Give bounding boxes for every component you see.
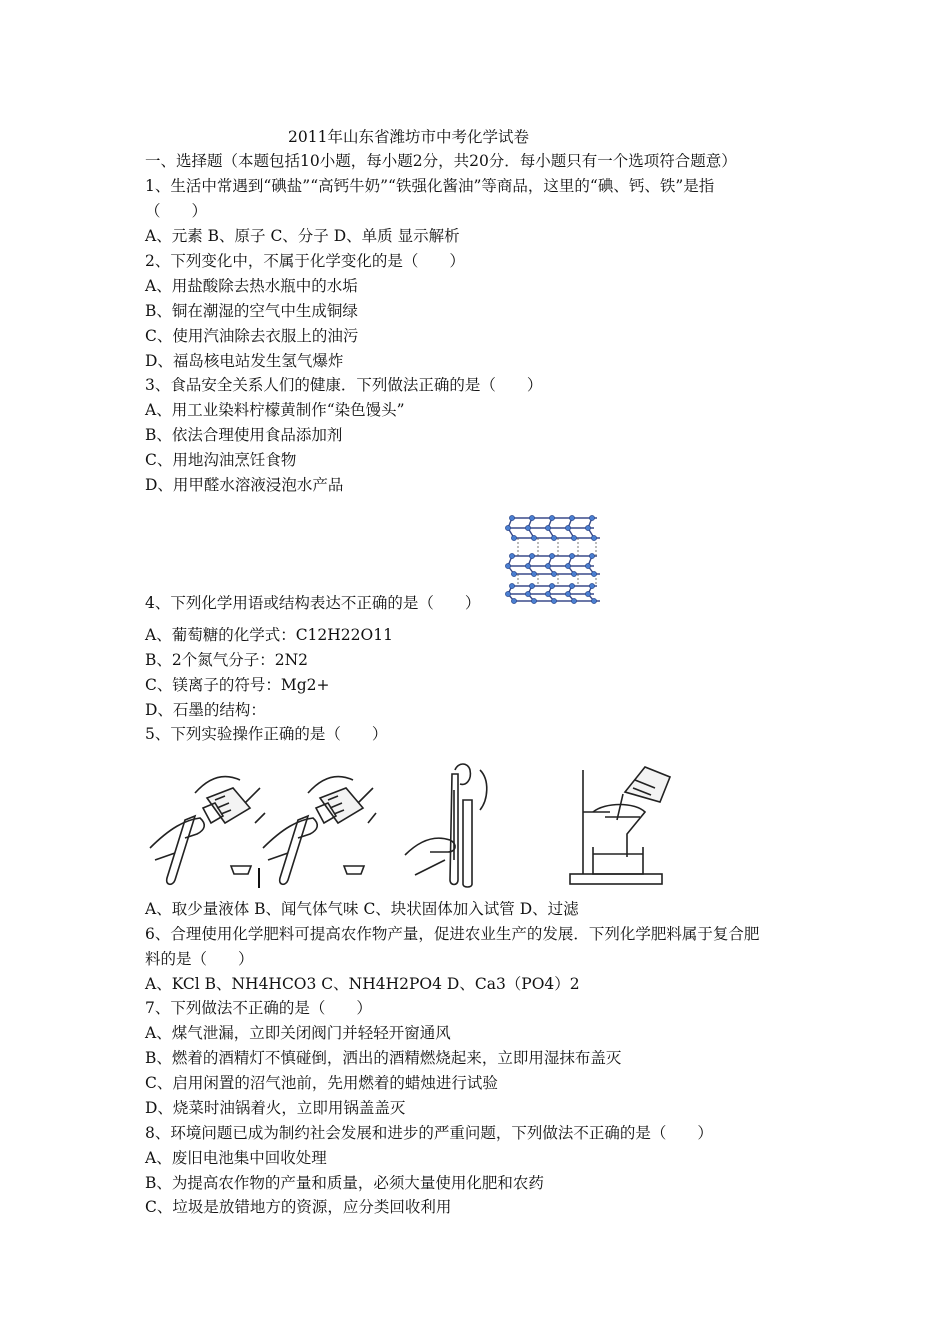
question-6: 6、合理使用化学肥料可提高农作物产量，促进农业生产的发展．下列化学肥料属于复合肥 [145,925,760,943]
question-7-option-c: C、启用闲置的沼气池前，先用燃着的蜡烛进行试验 [145,1074,498,1092]
question-7-option-a: A、煤气泄漏，立即关闭阀门并轻轻开窗通风 [145,1024,451,1042]
question-1-options: A、元素 B、原子 C、分子 D、单质 显示解析 [145,227,460,245]
experiment-figure-a-liquid [145,768,270,890]
question-1: 1、生活中常遇到“碘盐”“高钙牛奶”“铁强化酱油”等商品，这里的“碘、钙、铁”是指 [145,177,715,195]
question-3-option-a: A、用工业染料柠檬黄制作“染色馒头” [145,401,405,419]
experiment-figure-c-solid [400,760,505,888]
question-4-option-b: B、2个氮气分子：2N2 [145,651,309,669]
question-1-blank: （ ） [145,202,208,220]
question-2-option-a: A、用盐酸除去热水瓶中的水垢 [145,277,358,295]
question-8-option-c: C、垃圾是放错地方的资源，应分类回收利用 [145,1198,452,1216]
question-4-option-d: D、石墨的结构： [145,701,266,719]
question-5: 5、下列实验操作正确的是（ ） [145,725,388,743]
experiment-figure-d-filter [565,762,675,888]
question-2-option-b: B、铜在潮湿的空气中生成铜绿 [145,302,358,320]
question-2-option-c: C、使用汽油除去衣服上的油污 [145,327,359,345]
question-4: 4、下列化学用语或结构表达不正确的是（ ） [145,594,481,612]
page-title: 2011年山东省潍坊市中考化学试卷 [288,128,529,146]
question-3-option-d: D、用甲醛水溶液浸泡水产品 [145,476,344,494]
question-8: 8、环境问题已成为制约社会发展和进步的严重问题，下列做法不正确的是（ ） [145,1124,713,1142]
question-4-option-c: C、镁离子的符号：Mg2+ [145,676,330,694]
question-7-option-b: B、燃着的酒精灯不慎碰倒，洒出的酒精燃烧起来，立即用湿抹布盖灭 [145,1049,622,1067]
question-2-option-d: D、福岛核电站发生氢气爆炸 [145,352,344,370]
question-8-option-b: B、为提高农作物的产量和质量，必须大量使用化肥和农药 [145,1174,544,1192]
section-heading: 一、选择题（本题包括10小题，每小题2分，共20分．每小题只有一个选项符合题意） [145,152,737,170]
question-8-option-a: A、废旧电池集中回收处理 [145,1149,327,1167]
question-3: 3、食品安全关系人们的健康．下列做法正确的是（ ） [145,376,543,394]
experiment-figure-b-smell [258,768,378,890]
question-2: 2、下列变化中，不属于化学变化的是（ ） [145,252,465,270]
question-5-options: A、取少量液体 B、闻气体气味 C、块状固体加入试管 D、过滤 [145,900,579,918]
question-3-option-c: C、用地沟油烹饪食物 [145,451,297,469]
question-7: 7、下列做法不正确的是（ ） [145,999,372,1017]
graphite-structure-figure [502,508,606,606]
question-6-options: A、KCl B、NH4HCO3 C、NH4H2PO4 D、Ca3（PO4）2 [145,975,580,993]
question-7-option-d: D、烧菜时油锅着火，立即用锅盖盖灭 [145,1099,406,1117]
question-6-continued: 料的是（ ） [145,950,254,968]
question-3-option-b: B、依法合理使用食品添加剂 [145,426,343,444]
question-4-option-a: A、葡萄糖的化学式：C12H22O11 [145,626,393,644]
